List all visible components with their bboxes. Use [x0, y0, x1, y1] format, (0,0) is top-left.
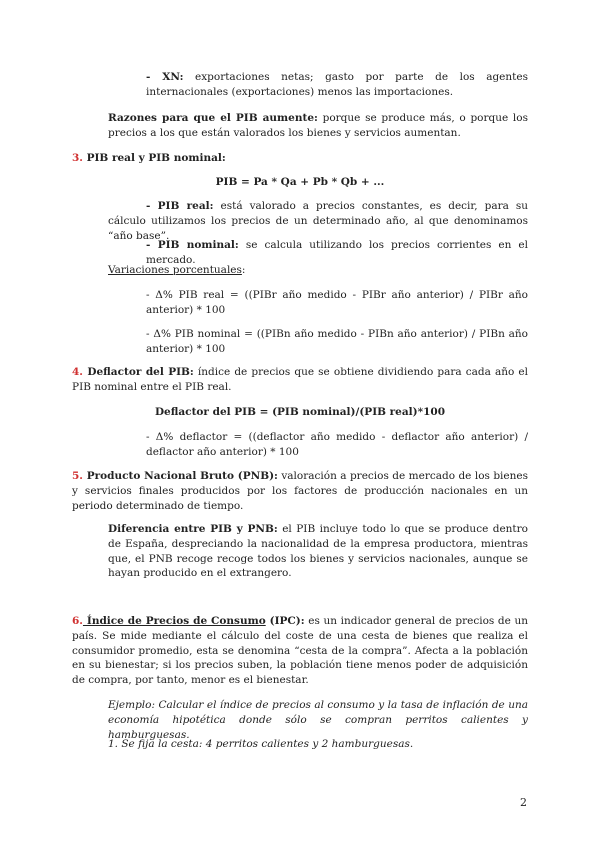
- razones-label: Razones para que el PIB aumente:: [108, 112, 318, 124]
- section-4-title: Deflactor del PIB:: [82, 366, 194, 378]
- var-deflactor: - Δ% deflactor = ((deflactor año medido - deflactor año anterior) / deflactor año anterior) * 100: [146, 431, 528, 458]
- xn-text: exportaciones netas; gasto por parte de los agentes internacionales (exportaciones) menos las importaciones.: [146, 71, 528, 98]
- section-6-paragraph: [72, 614, 528, 688]
- variaciones-colon: :: [241, 264, 246, 276]
- razones-paragraph: [108, 111, 528, 141]
- section-5-number: 5.: [72, 470, 83, 482]
- deflactor-formula: Deflactor del PIB = (PIB nominal)/(PIB real)*100: [154, 406, 446, 418]
- section-3-number: 3.: [72, 152, 83, 164]
- section-4-number: 4.: [72, 366, 83, 378]
- variaciones-heading: [108, 263, 528, 278]
- diferencia-text: el PIB incluye todo lo que se produce dentro de España, despreciando la nacionalidad de la empresa productora, mientras que, el PNB recoge recoge todos los bienes y servicios nacionales, aunque se hayan producido en el extrangero.: [108, 523, 528, 580]
- razones-text: porque se produce más, o porque los precios a los que están valorados los bienes y servicios aumentan.: [108, 112, 528, 139]
- section-6-title: Índice de Precios de Consumo: [82, 615, 266, 627]
- var-pib-real: - Δ% PIB real = ((PIBr año medido - PIBr año anterior) / PIBr año anterior) * 100: [146, 289, 528, 316]
- section-5-text: valoración a precios de mercado de los bienes y servicios finales producidos por los factores de producción nacionales en un periodo determinado de tiempo.: [72, 470, 528, 512]
- pib-real-label: - PIB real:: [146, 200, 214, 212]
- pib-nominal-label: - PIB nominal:: [146, 239, 239, 251]
- example-paragraph: Ejemplo: Calcular el índice de precios al consumo y la tasa de inflación de una economía hipotética donde sólo se compran perritos calientes y hamburguesas.: [108, 699, 528, 741]
- pib-formula: PIB = Pa * Qa + Pb * Qb + ...: [215, 176, 385, 188]
- pib-real-text: está valorado a precios constantes, es decir, para su cálculo utilizamos los precios de un determinado año, al que denominamos “año base”.: [108, 200, 528, 242]
- xn-item: [146, 70, 528, 100]
- section-5-paragraph: [72, 469, 528, 513]
- var-pib-nominal: - Δ% PIB nominal = ((PIBn año medido - PIBn año anterior) / PIBn año anterior) * 100: [146, 328, 528, 355]
- diferencia-paragraph: [108, 522, 528, 581]
- variaciones-label: Variaciones porcentuales: [108, 264, 242, 276]
- section-4-paragraph: [72, 365, 528, 395]
- section-4-text: índice de precios que se obtiene dividiendo para cada año el PIB nominal entre el PIB real.: [72, 366, 528, 393]
- section-3-heading: [72, 151, 528, 166]
- section-6-abbr: (IPC):: [265, 615, 305, 627]
- example-step-1: 1. Se fija la cesta: 4 perritos calientes y 2 hamburguesas.: [108, 738, 414, 750]
- section-6-text: es un indicador general de precios de un país. Se mide mediante el cálculo del coste de una cesta de bienes que realiza el consumidor promedio, esta se denomina “cesta de la compra”. Afecta a la población en su bienestar; si los precios suben, la población tiene menos poder de adquisición de compra, por tanto, menor es el bienestar.: [72, 615, 528, 687]
- section-5-title: Producto Nacional Bruto (PNB):: [82, 470, 278, 482]
- section-6-number: 6.: [72, 615, 83, 627]
- pib-real-item: [108, 199, 528, 243]
- section-3-title: PIB real y PIB nominal:: [82, 152, 226, 164]
- pib-nominal-text: se calcula utilizando los precios corrientes en el mercado.: [146, 239, 529, 266]
- diferencia-label: Diferencia entre PIB y PNB:: [108, 523, 278, 535]
- page-number: 2: [520, 796, 527, 809]
- xn-label: - XN:: [146, 71, 184, 83]
